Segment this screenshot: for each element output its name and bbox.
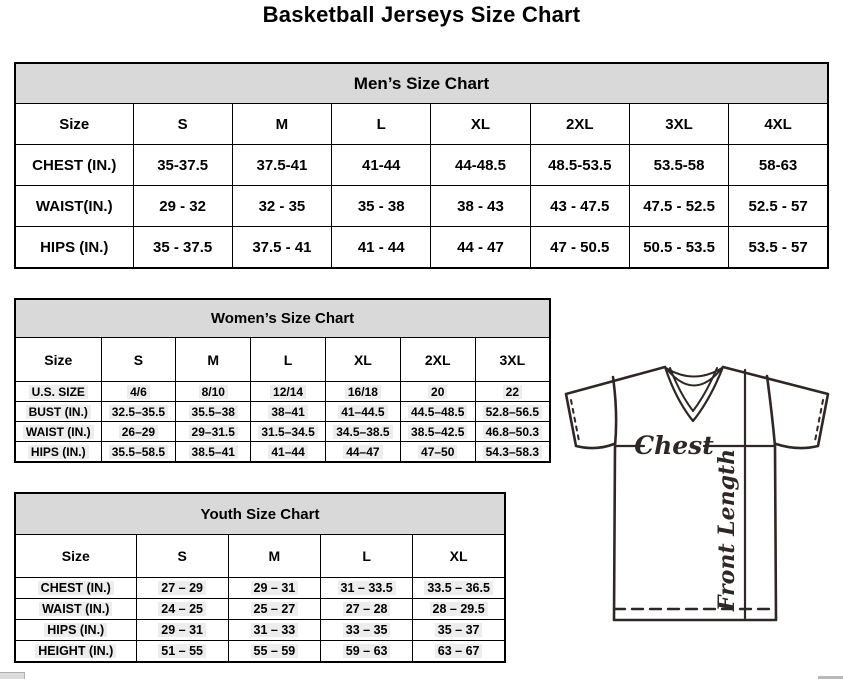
table-cell: 35-37.5 bbox=[133, 145, 232, 186]
mens-size-chart bbox=[14, 62, 829, 269]
page-title: Basketball Jerseys Size Chart bbox=[262, 2, 581, 27]
table-cell: 44–47 bbox=[325, 442, 400, 463]
table-cell: 31.5–34.5 bbox=[251, 422, 326, 442]
table-cell: 32.5–35.5 bbox=[101, 402, 176, 422]
table-title: Women’s Size Chart bbox=[15, 299, 550, 338]
table-cell: 29 - 32 bbox=[133, 186, 232, 227]
size-column-header: 3XL bbox=[475, 338, 550, 382]
mens-size-table bbox=[14, 62, 829, 269]
table-row bbox=[15, 599, 505, 620]
table-title: Men’s Size Chart bbox=[15, 63, 828, 104]
table-cell: 32 - 35 bbox=[232, 186, 331, 227]
table-cell: 38–41 bbox=[251, 402, 326, 422]
row-label: HIPS (IN.) bbox=[15, 227, 133, 269]
table-cell: 54.3–58.3 bbox=[475, 442, 550, 463]
table-cell: 26–29 bbox=[101, 422, 176, 442]
row-label: BUST (IN.) bbox=[15, 402, 101, 422]
size-column-header: L bbox=[321, 535, 413, 578]
size-column-header: XL bbox=[431, 104, 530, 145]
table-cell: 16/18 bbox=[325, 382, 400, 402]
youth-size-chart bbox=[14, 492, 506, 663]
table-cell: 4/6 bbox=[101, 382, 176, 402]
table-cell: 27 – 28 bbox=[321, 599, 413, 620]
table-cell: 63 – 67 bbox=[413, 641, 505, 663]
table-cell: 35 - 37.5 bbox=[133, 227, 232, 269]
table-cell: 24 – 25 bbox=[136, 599, 228, 620]
table-row bbox=[15, 422, 550, 442]
size-column-header: L bbox=[332, 104, 431, 145]
size-column-header: 4XL bbox=[729, 104, 828, 145]
table-cell: 31 – 33.5 bbox=[321, 578, 413, 599]
table-cell: 35 – 37 bbox=[413, 620, 505, 641]
youth-size-table bbox=[14, 492, 506, 663]
chest-label: Chest bbox=[634, 431, 714, 460]
table-cell: 33 – 35 bbox=[321, 620, 413, 641]
size-column-header: S bbox=[136, 535, 228, 578]
table-cell: 29 – 31 bbox=[228, 578, 320, 599]
table-cell: 47 - 50.5 bbox=[530, 227, 629, 269]
table-cell: 31 – 33 bbox=[228, 620, 320, 641]
table-cell: 37.5-41 bbox=[232, 145, 331, 186]
table-cell: 47.5 - 52.5 bbox=[629, 186, 728, 227]
table-cell: 35 - 38 bbox=[332, 186, 431, 227]
womens-size-table bbox=[14, 298, 551, 463]
table-row bbox=[15, 186, 828, 227]
table-cell: 41-44 bbox=[332, 145, 431, 186]
row-label: U.S. SIZE bbox=[15, 382, 101, 402]
table-row bbox=[15, 402, 550, 422]
table-row bbox=[15, 145, 828, 186]
table-cell: 53.5-58 bbox=[629, 145, 728, 186]
size-label-cell: Size bbox=[15, 104, 133, 145]
size-column-header: 2XL bbox=[530, 104, 629, 145]
table-cell: 38 - 43 bbox=[431, 186, 530, 227]
womens-size-chart bbox=[14, 298, 551, 463]
table-cell: 29 – 31 bbox=[136, 620, 228, 641]
front-length-label: Front Length bbox=[714, 448, 740, 612]
table-cell: 35.5–58.5 bbox=[101, 442, 176, 463]
table-cell: 41–44.5 bbox=[325, 402, 400, 422]
table-title: Youth Size Chart bbox=[15, 493, 505, 535]
table-cell: 41–44 bbox=[251, 442, 326, 463]
row-label: CHEST (IN.) bbox=[15, 145, 133, 186]
table-cell: 53.5 - 57 bbox=[729, 227, 828, 269]
size-column-header: L bbox=[251, 338, 326, 382]
table-cell: 52.5 - 57 bbox=[729, 186, 828, 227]
table-row bbox=[15, 578, 505, 599]
table-row bbox=[15, 641, 505, 663]
size-label-cell: Size bbox=[15, 338, 101, 382]
row-label: HEIGHT (IN.) bbox=[15, 641, 136, 663]
size-column-header: S bbox=[101, 338, 176, 382]
table-cell: 38.5–41 bbox=[176, 442, 251, 463]
table-row bbox=[15, 382, 550, 402]
table-cell: 27 – 29 bbox=[136, 578, 228, 599]
scrollbar-fragment-left bbox=[0, 672, 25, 679]
table-cell: 52.8–56.5 bbox=[475, 402, 550, 422]
size-column-header: M bbox=[232, 104, 331, 145]
table-cell: 12/14 bbox=[251, 382, 326, 402]
table-cell: 58-63 bbox=[729, 145, 828, 186]
table-cell: 29–31.5 bbox=[176, 422, 251, 442]
table-cell: 51 – 55 bbox=[136, 641, 228, 663]
table-cell: 38.5–42.5 bbox=[400, 422, 475, 442]
table-cell: 37.5 - 41 bbox=[232, 227, 331, 269]
row-label: HIPS (IN.) bbox=[15, 442, 101, 463]
jersey-measurement-diagram bbox=[556, 358, 838, 628]
size-column-header: M bbox=[228, 535, 320, 578]
table-cell: 41 - 44 bbox=[332, 227, 431, 269]
table-cell: 59 – 63 bbox=[321, 641, 413, 663]
table-cell: 44.5–48.5 bbox=[400, 402, 475, 422]
row-label: WAIST (IN.) bbox=[15, 599, 136, 620]
table-cell: 44-48.5 bbox=[431, 145, 530, 186]
table-cell: 28 – 29.5 bbox=[413, 599, 505, 620]
table-row bbox=[15, 620, 505, 641]
row-label: HIPS (IN.) bbox=[15, 620, 136, 641]
row-label: CHEST (IN.) bbox=[15, 578, 136, 599]
row-label: WAIST (IN.) bbox=[15, 422, 101, 442]
table-cell: 48.5-53.5 bbox=[530, 145, 629, 186]
table-row bbox=[15, 227, 828, 269]
table-cell: 43 - 47.5 bbox=[530, 186, 629, 227]
size-column-header: XL bbox=[325, 338, 400, 382]
table-cell: 50.5 - 53.5 bbox=[629, 227, 728, 269]
table-cell: 55 – 59 bbox=[228, 641, 320, 663]
table-cell: 34.5–38.5 bbox=[325, 422, 400, 442]
size-column-header: XL bbox=[413, 535, 505, 578]
table-cell: 47–50 bbox=[400, 442, 475, 463]
table-cell: 35.5–38 bbox=[176, 402, 251, 422]
table-cell: 46.8–50.3 bbox=[475, 422, 550, 442]
table-cell: 22 bbox=[475, 382, 550, 402]
table-cell: 8/10 bbox=[176, 382, 251, 402]
size-label-cell: Size bbox=[15, 535, 136, 578]
table-cell: 25 – 27 bbox=[228, 599, 320, 620]
table-cell: 20 bbox=[400, 382, 475, 402]
size-column-header: 3XL bbox=[629, 104, 728, 145]
table-cell: 33.5 – 36.5 bbox=[413, 578, 505, 599]
row-label: WAIST(IN.) bbox=[15, 186, 133, 227]
table-row bbox=[15, 442, 550, 463]
size-column-header: 2XL bbox=[400, 338, 475, 382]
size-column-header: S bbox=[133, 104, 232, 145]
size-column-header: M bbox=[176, 338, 251, 382]
table-cell: 44 - 47 bbox=[431, 227, 530, 269]
